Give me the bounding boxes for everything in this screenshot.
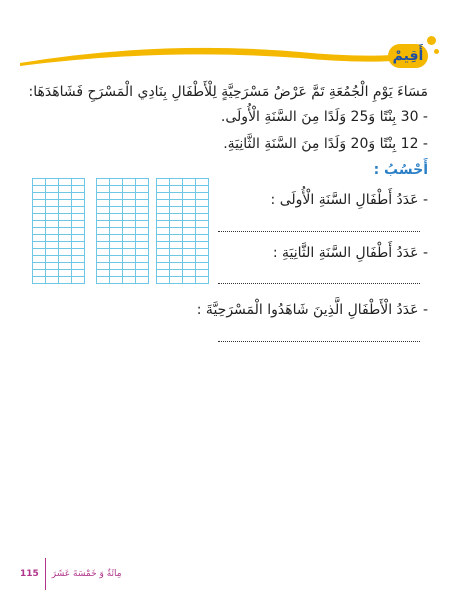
question-year2-count: - عَدَدُ أَطْفَالِ السَّنَةِ الثَّانِيَةِ : bbox=[272, 245, 428, 261]
badge-dot-icon bbox=[427, 36, 436, 45]
page-number: 115 bbox=[20, 569, 39, 579]
badge-dot-icon bbox=[434, 49, 439, 54]
calculate-label: أَحْسُبُ : bbox=[373, 162, 428, 178]
section-badge bbox=[388, 44, 428, 68]
footer-divider bbox=[45, 558, 46, 590]
question-total-count: - عَدَدُ الْأَطْفَالِ الَّذِينَ شَاهَدُوا الْمَسْرَحِيَّةَ : bbox=[196, 302, 428, 318]
question-year1-count: - عَدَدُ أَطْفَالِ السَّنَةِ الْأُولَى : bbox=[270, 192, 428, 208]
page-number-words: مِائَةٌ وَ خَمْسَةَ عَشَرَ bbox=[51, 569, 122, 579]
answer-line[interactable] bbox=[218, 231, 420, 232]
problem-line-year1: - 30 بِنْتًا وَ25 وَلَدًا مِنَ السَّنَةِ الْأُولَى. bbox=[220, 109, 428, 125]
problem-intro: مَسَاءَ يَوْمِ الْجُمُعَةِ تَمَّ عَرْضُ مَسْرَحِيَّةٍ لِلْأَطْفَالِ بِنَادِي الْمَسْرَحِ فَشَاهَدَهَا: bbox=[28, 84, 428, 100]
answer-line[interactable] bbox=[218, 341, 420, 342]
header-wave-banner bbox=[0, 30, 450, 80]
problem-line-year2: - 12 بِنْتًا وَ20 وَلَدًا مِنَ السَّنَةِ الثَّانِيَةِ. bbox=[223, 136, 428, 152]
page-footer bbox=[20, 558, 122, 590]
answer-line[interactable] bbox=[218, 283, 420, 284]
badge-label: أَقِيمْ bbox=[392, 48, 424, 64]
